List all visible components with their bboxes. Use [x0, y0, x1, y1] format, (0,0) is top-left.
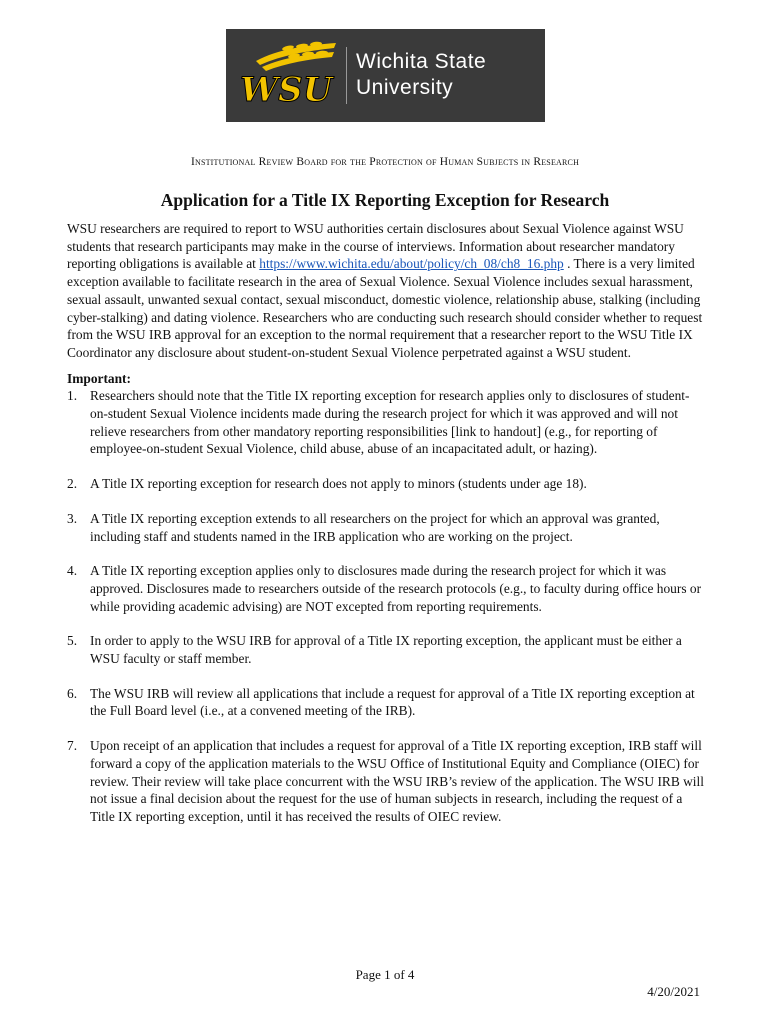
- intro-text-after-link: . There is a very limited exception available to facilitate research in the area of Sexual Violence. Sexual Violence includes sexual harassment, sexual assault, unwanted sexual contact, sexual misconduct, domestic violence, relationship abuse, stalking (including cyber-stalking) and dating violence. Researchers who are conducting such research should consider whether to request from the WSU IRB approval for an exception to the normal requirement that a researcher report to the WSU Title IX Coordinator any disclosure about student-on-student Sexual Violence perpetrated against a WSU student.: [67, 256, 703, 360]
- logo-divider: [346, 47, 347, 104]
- wsu-mark-text: WSU: [240, 70, 333, 110]
- list-item-text: A Title IX reporting exception extends to all researchers on the project for which an approval was granted, including staff and students named in the IRB application who are working on the project.: [90, 510, 660, 544]
- policy-link[interactable]: https://www.wichita.edu/about/policy/ch_08/ch8_16.php: [259, 256, 564, 272]
- intro-paragraph: [67, 220, 707, 362]
- list-item: [67, 562, 707, 615]
- list-item: [67, 685, 707, 720]
- important-label: Important:: [67, 370, 131, 386]
- logo-wordmark: [356, 49, 486, 101]
- logo-line-2: University: [356, 76, 454, 99]
- list-item-number: 4.: [67, 563, 78, 579]
- list-item: [67, 475, 707, 493]
- intro-text-before-link: WSU researchers are required to report to WSU authorities certain disclosures about Sexual Violence against WSU students that research participants may make in the course of interviews. Information about researcher mandatory reporting obligations is available at: [67, 221, 684, 272]
- logo-line-1: Wichita State: [356, 50, 487, 73]
- list-item: [67, 510, 707, 545]
- list-item-number: 7.: [67, 738, 78, 754]
- list-item-number: 5.: [67, 633, 78, 649]
- list-item-number: 2.: [67, 476, 78, 492]
- list-item-text: In order to apply to the WSU IRB for approval of a Title IX reporting exception, the applicant must be either a WSU faculty or staff member.: [90, 633, 682, 667]
- list-item: [67, 632, 707, 667]
- list-item-number: 6.: [67, 685, 78, 701]
- list-item-text: The WSU IRB will review all applications that include a request for approval of a Title IX reporting exception at the Full Board level (i.e., at a convened meeting of the IRB).: [90, 685, 695, 719]
- wsu-logo: [226, 29, 545, 122]
- document-body: [67, 220, 707, 843]
- list-item-text: A Title IX reporting exception for research does not apply to minors (students under age 18).: [90, 476, 587, 492]
- important-list: [67, 387, 707, 825]
- list-item: [67, 737, 707, 826]
- document-date: 4/20/2021: [647, 984, 700, 999]
- list-item-number: 1.: [67, 388, 78, 404]
- page-number: Page 1 of 4: [355, 967, 415, 982]
- list-item: [67, 387, 707, 458]
- list-item-text: Upon receipt of an application that includes a request for approval of a Title IX reporting exception, IRB staff will forward a copy of the application materials to the WSU Office of Institutional Equity and Compliance (OIEC) for review. Their review will take place concurrent with the WSU IRB’s review of the application. The WSU IRB will not issue a final decision about the request for the use of human subjects in research, including the request of a Title IX reporting exception, until it has received the results of OIEC review.: [90, 738, 704, 824]
- document-title: Application for a Title IX Reporting Exception for Research: [160, 190, 610, 210]
- list-item-text: Researchers should note that the Title IX reporting exception for research applies only to disclosures of student-on-student Sexual Violence incidents made during the research project for which it was approved and will not relieve researchers from other mandatory reporting responsibilities [link to handout] (e.g., for reporting of employee-on-student Sexual Violence, child abuse, abuse of an incapacitated adult, or hazing).: [90, 388, 690, 457]
- institution-heading: Institutional Review Board for the Protection of Human Subjects in Research: [190, 156, 580, 168]
- wheat-shocker-icon: [238, 39, 338, 111]
- list-item-text: A Title IX reporting exception applies only to disclosures made during the research project for which it was approved. Disclosures made to researchers outside of the research protocols (e.g., to faculty during office hours or while providing academic advising) are NOT excepted from reporting requirements.: [90, 563, 702, 614]
- list-item-number: 3.: [67, 510, 78, 526]
